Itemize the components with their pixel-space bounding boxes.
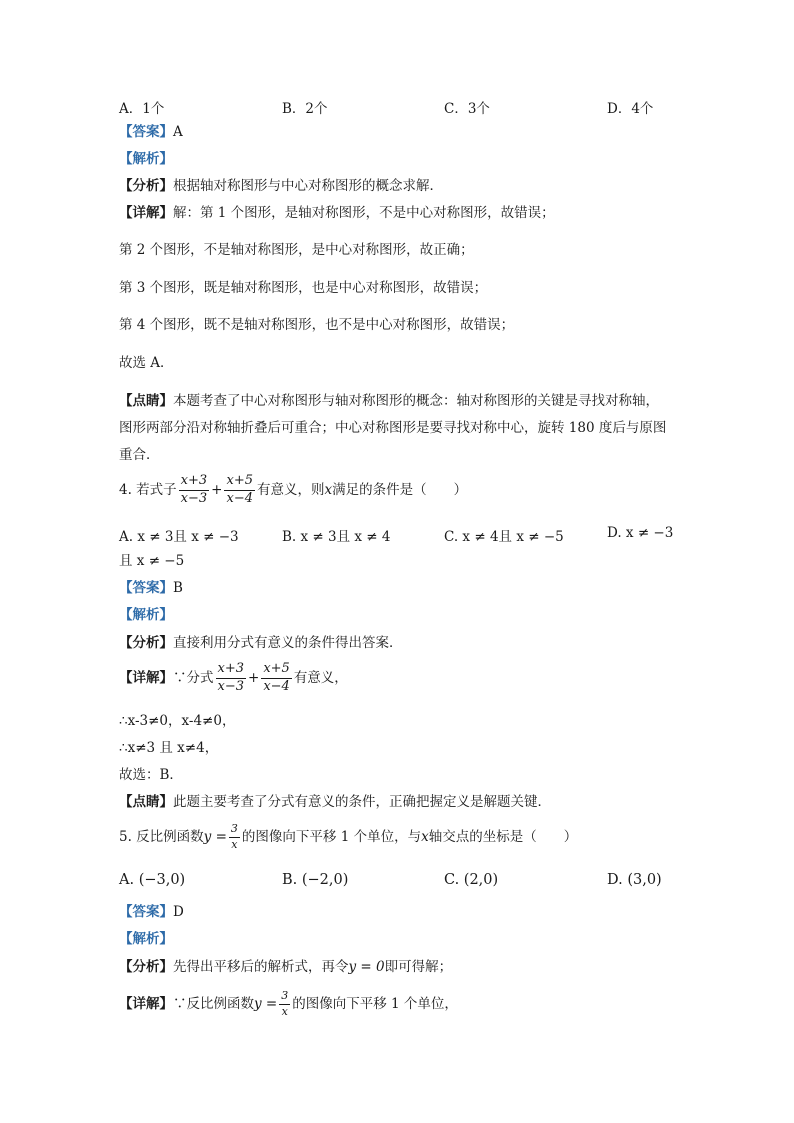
q4-stem: [119, 474, 467, 507]
analysis-tag: 【解析】: [119, 151, 173, 167]
q3-xiangjie: [119, 205, 555, 221]
xiangjie-tag: 【详解】: [119, 996, 173, 1013]
q4-option-b: B. x ≠ 3且 x ≠ 4: [282, 529, 391, 545]
fenxi-tag: 【分析】: [119, 635, 173, 651]
dianjing-tag: 【点睛】: [119, 794, 173, 810]
xiangjie-post: 的图像向下平移 1 个单位，: [292, 996, 458, 1013]
q3-option-a: A．1个: [119, 101, 165, 117]
q4-step-2: ∴x≠3 且 x≠4，: [119, 740, 219, 756]
fraction-denominator: x: [231, 837, 238, 851]
q3-dianjing-2: 图形两部分沿对称轴折叠后可重合；中心对称图形是要寻找对称中心，旋转 180 度后与原图: [119, 420, 667, 436]
plus-sign: +: [248, 670, 260, 687]
q4-suffix-b: 满足的条件是（ ）: [332, 482, 468, 499]
fenxi-pre: 先得出平移后的解析式，再令: [173, 959, 349, 975]
q3-choose: 故选 A．: [119, 355, 174, 371]
fenxi-eq: y = 0: [348, 959, 385, 975]
q4-answer: [119, 580, 183, 596]
answer-tag: 【答案】: [119, 124, 173, 140]
xiangjie-tag: 【详解】: [119, 670, 173, 687]
q3-dianjing-3: 重合．: [119, 447, 160, 463]
q4-var-x: x: [324, 482, 333, 499]
q3-line-4: 第 4 个图形，既不是轴对称图形，也不是中心对称图形，故错误；: [119, 317, 515, 333]
fraction-numerator: x+5: [224, 474, 255, 491]
q4-option-d: D. x ≠ −3: [607, 525, 674, 541]
q4-choose: 故选：B．: [119, 767, 183, 783]
fenxi-tag: 【分析】: [119, 959, 173, 975]
q5-option-d: D. (3,0): [607, 872, 662, 888]
fenxi-post: 即可得解；: [384, 959, 453, 975]
q5-detail-fraction: [279, 990, 290, 1018]
fraction-numerator: x+5: [261, 662, 292, 679]
answer-value: D: [173, 904, 184, 920]
fraction-denominator: x−4: [226, 490, 253, 506]
q5-y-eq: y =: [203, 829, 227, 846]
q3-answer: [119, 124, 183, 140]
q5-xiangjie: [119, 990, 458, 1018]
q5-suffix-a: 的图像向下平移 1 个单位，与: [241, 829, 422, 846]
q3-analysis-heading: [119, 151, 173, 167]
answer-value: B: [173, 580, 183, 596]
dianjing-tag: 【点睛】: [119, 393, 173, 409]
answer-tag: 【答案】: [119, 580, 173, 596]
xiangjie-post: 有意义，: [293, 670, 348, 687]
q4-xiangjie: [119, 662, 348, 695]
q4-option-c: C. x ≠ 4且 x ≠ −5: [444, 529, 564, 545]
analysis-tag: 【解析】: [119, 931, 173, 947]
q5-var-x: x: [421, 829, 429, 846]
q4-fraction-2: [224, 474, 255, 507]
xiangjie-pre: ∵反比例函数: [173, 996, 254, 1013]
q4-fraction-1: [179, 474, 210, 507]
q5-analysis-heading: [119, 931, 173, 947]
q4-step-1: ∴x-3≠0，x-4≠0，: [119, 713, 236, 729]
analysis-tag: 【解析】: [119, 607, 173, 623]
q3-dianjing-1: [119, 393, 659, 409]
answer-value: A: [173, 124, 183, 140]
q4-detail-fraction-1: [216, 662, 247, 695]
xiangjie-text: 解：第 1 个图形，是轴对称图形，不是中心对称图形，故错误；: [173, 205, 555, 221]
q5-option-c: C. (2,0): [444, 872, 499, 888]
q5-prefix: 5. 反比例函数: [119, 829, 204, 846]
q4-analysis-heading: [119, 607, 173, 623]
xiangjie-tag: 【详解】: [119, 205, 173, 221]
answer-tag: 【答案】: [119, 904, 173, 920]
q3-fenxi: [119, 178, 443, 194]
q5-answer: [119, 904, 184, 920]
q3-option-c: C．3个: [444, 101, 490, 117]
q5-option-a: A. (−3,0): [119, 872, 186, 888]
xiangjie-y-eq: y =: [254, 996, 278, 1013]
fraction-numerator: 3: [229, 823, 240, 838]
dianjing-text: 本题考查了中心对称图形与轴对称图形的概念：轴对称图形的关键是寻找对称轴，: [173, 393, 659, 409]
plus-sign: +: [211, 482, 223, 499]
q5-fraction: [229, 823, 240, 851]
q5-option-b: B. (−2,0): [282, 872, 349, 888]
fenxi-tag: 【分析】: [119, 178, 173, 194]
q5-suffix-b: 轴交点的坐标是（ ）: [428, 829, 578, 846]
q3-option-d: D．4个: [607, 101, 654, 117]
fraction-numerator: x+3: [179, 474, 210, 491]
fraction-denominator: x: [281, 1004, 288, 1018]
q3-option-b: B．2个: [282, 101, 328, 117]
q4-option-a: A. x ≠ 3且 x ≠ −3: [119, 529, 239, 545]
q4-option-d-cont: 且 x ≠ −5: [119, 553, 185, 569]
q5-fenxi: [119, 959, 452, 975]
q5-stem: [119, 823, 577, 851]
dianjing-text: 此题主要考查了分式有意义的条件，正确把握定义是解题关键．: [173, 794, 551, 810]
fraction-denominator: x−3: [180, 490, 208, 506]
q4-suffix-a: 有意义，则: [256, 482, 325, 499]
q4-fenxi: [119, 635, 403, 651]
fenxi-text: 根据轴对称图形与中心对称图形的概念求解．: [173, 178, 443, 194]
q4-detail-fraction-2: [261, 662, 292, 695]
q3-line-3: 第 3 个图形，既是轴对称图形，也是中心对称图形，故错误；: [119, 280, 488, 296]
fraction-numerator: 3: [279, 990, 290, 1005]
fraction-numerator: x+3: [216, 662, 247, 679]
xiangjie-pre: ∵分式: [173, 670, 214, 687]
fenxi-text: 直接利用分式有意义的条件得出答案．: [173, 635, 403, 651]
fraction-denominator: x−4: [263, 678, 290, 694]
q4-dianjing: [119, 794, 551, 810]
q4-prefix: 4. 若式子: [119, 482, 177, 499]
fraction-denominator: x−3: [217, 678, 244, 694]
q3-line-2: 第 2 个图形，不是轴对称图形，是中心对称图形，故正确；: [119, 242, 474, 258]
